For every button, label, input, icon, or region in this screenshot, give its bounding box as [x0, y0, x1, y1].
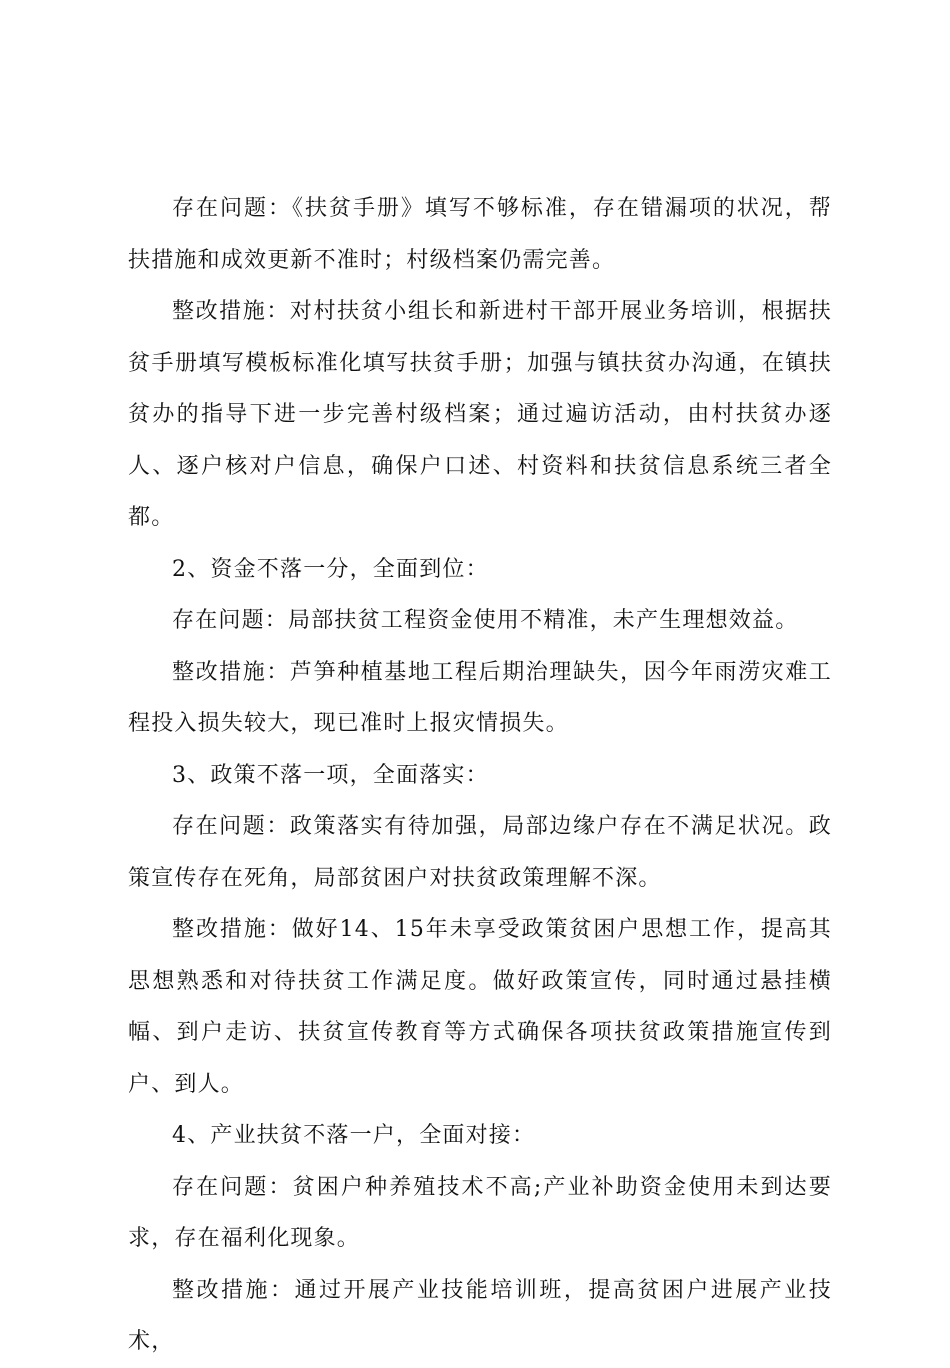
paragraph-problem-4: 存在问题：贫困户种养殖技术不高;产业补助资金使用未到达要求，存在福利化现象。 [128, 1174, 832, 1251]
paragraph-measure-4: 整改措施：通过开展产业技能培训班，提高贫困户进展产业技术， [128, 1277, 832, 1354]
paragraph-problem-2: 存在问题：局部扶贫工程资金使用不精准，未产生理想效益。 [172, 608, 799, 633]
section-heading-4: 4、产业扶贫不落一户，全面对接： [172, 1123, 536, 1148]
document-body [128, 183, 832, 1368]
section-heading-2: 2、资金不落一分，全面到位： [172, 556, 489, 582]
paragraph-measure-2: 整改措施：芦笋种植基地工程后期治理缺失，因今年雨涝灾难工程投入损失较大，现已准时上报灾情损失。 [128, 659, 832, 736]
paragraph-problem-1: 存在问题：《扶贫手册》填写不够标准，存在错漏项的状况，帮扶措施和成效更新不准时；村级档案仍需完善。 [128, 196, 832, 273]
paragraph-measure-3: 整改措施：做好14、15年未享受政策贫困户思想工作，提高其思想熟悉和对待扶贫工作满足度。做好政策宣传，同时通过悬挂横幅、到户走访、扶贫宣传教育等方式确保各项扶贫政策措施宣传到户、到人。 [128, 917, 832, 1097]
paragraph-measure-1: 整改措施：对村扶贫小组长和新进村干部开展业务培训，根据扶贫手册填写模板标准化填写扶贫手册；加强与镇扶贫办沟通，在镇扶贫办的指导下进一步完善村级档案；通过遍访活动，由村扶贫办逐人、逐户核对户信息，确保户口述、村资料和扶贫信息系统三者全都。 [128, 299, 832, 530]
paragraph-problem-3: 存在问题：政策落实有待加强，局部边缘户存在不满足状况。政策宣传存在死角，局部贫困户对扶贫政策理解不深。 [128, 814, 832, 891]
section-heading-3: 3、政策不落一项，全面落实： [172, 762, 489, 788]
